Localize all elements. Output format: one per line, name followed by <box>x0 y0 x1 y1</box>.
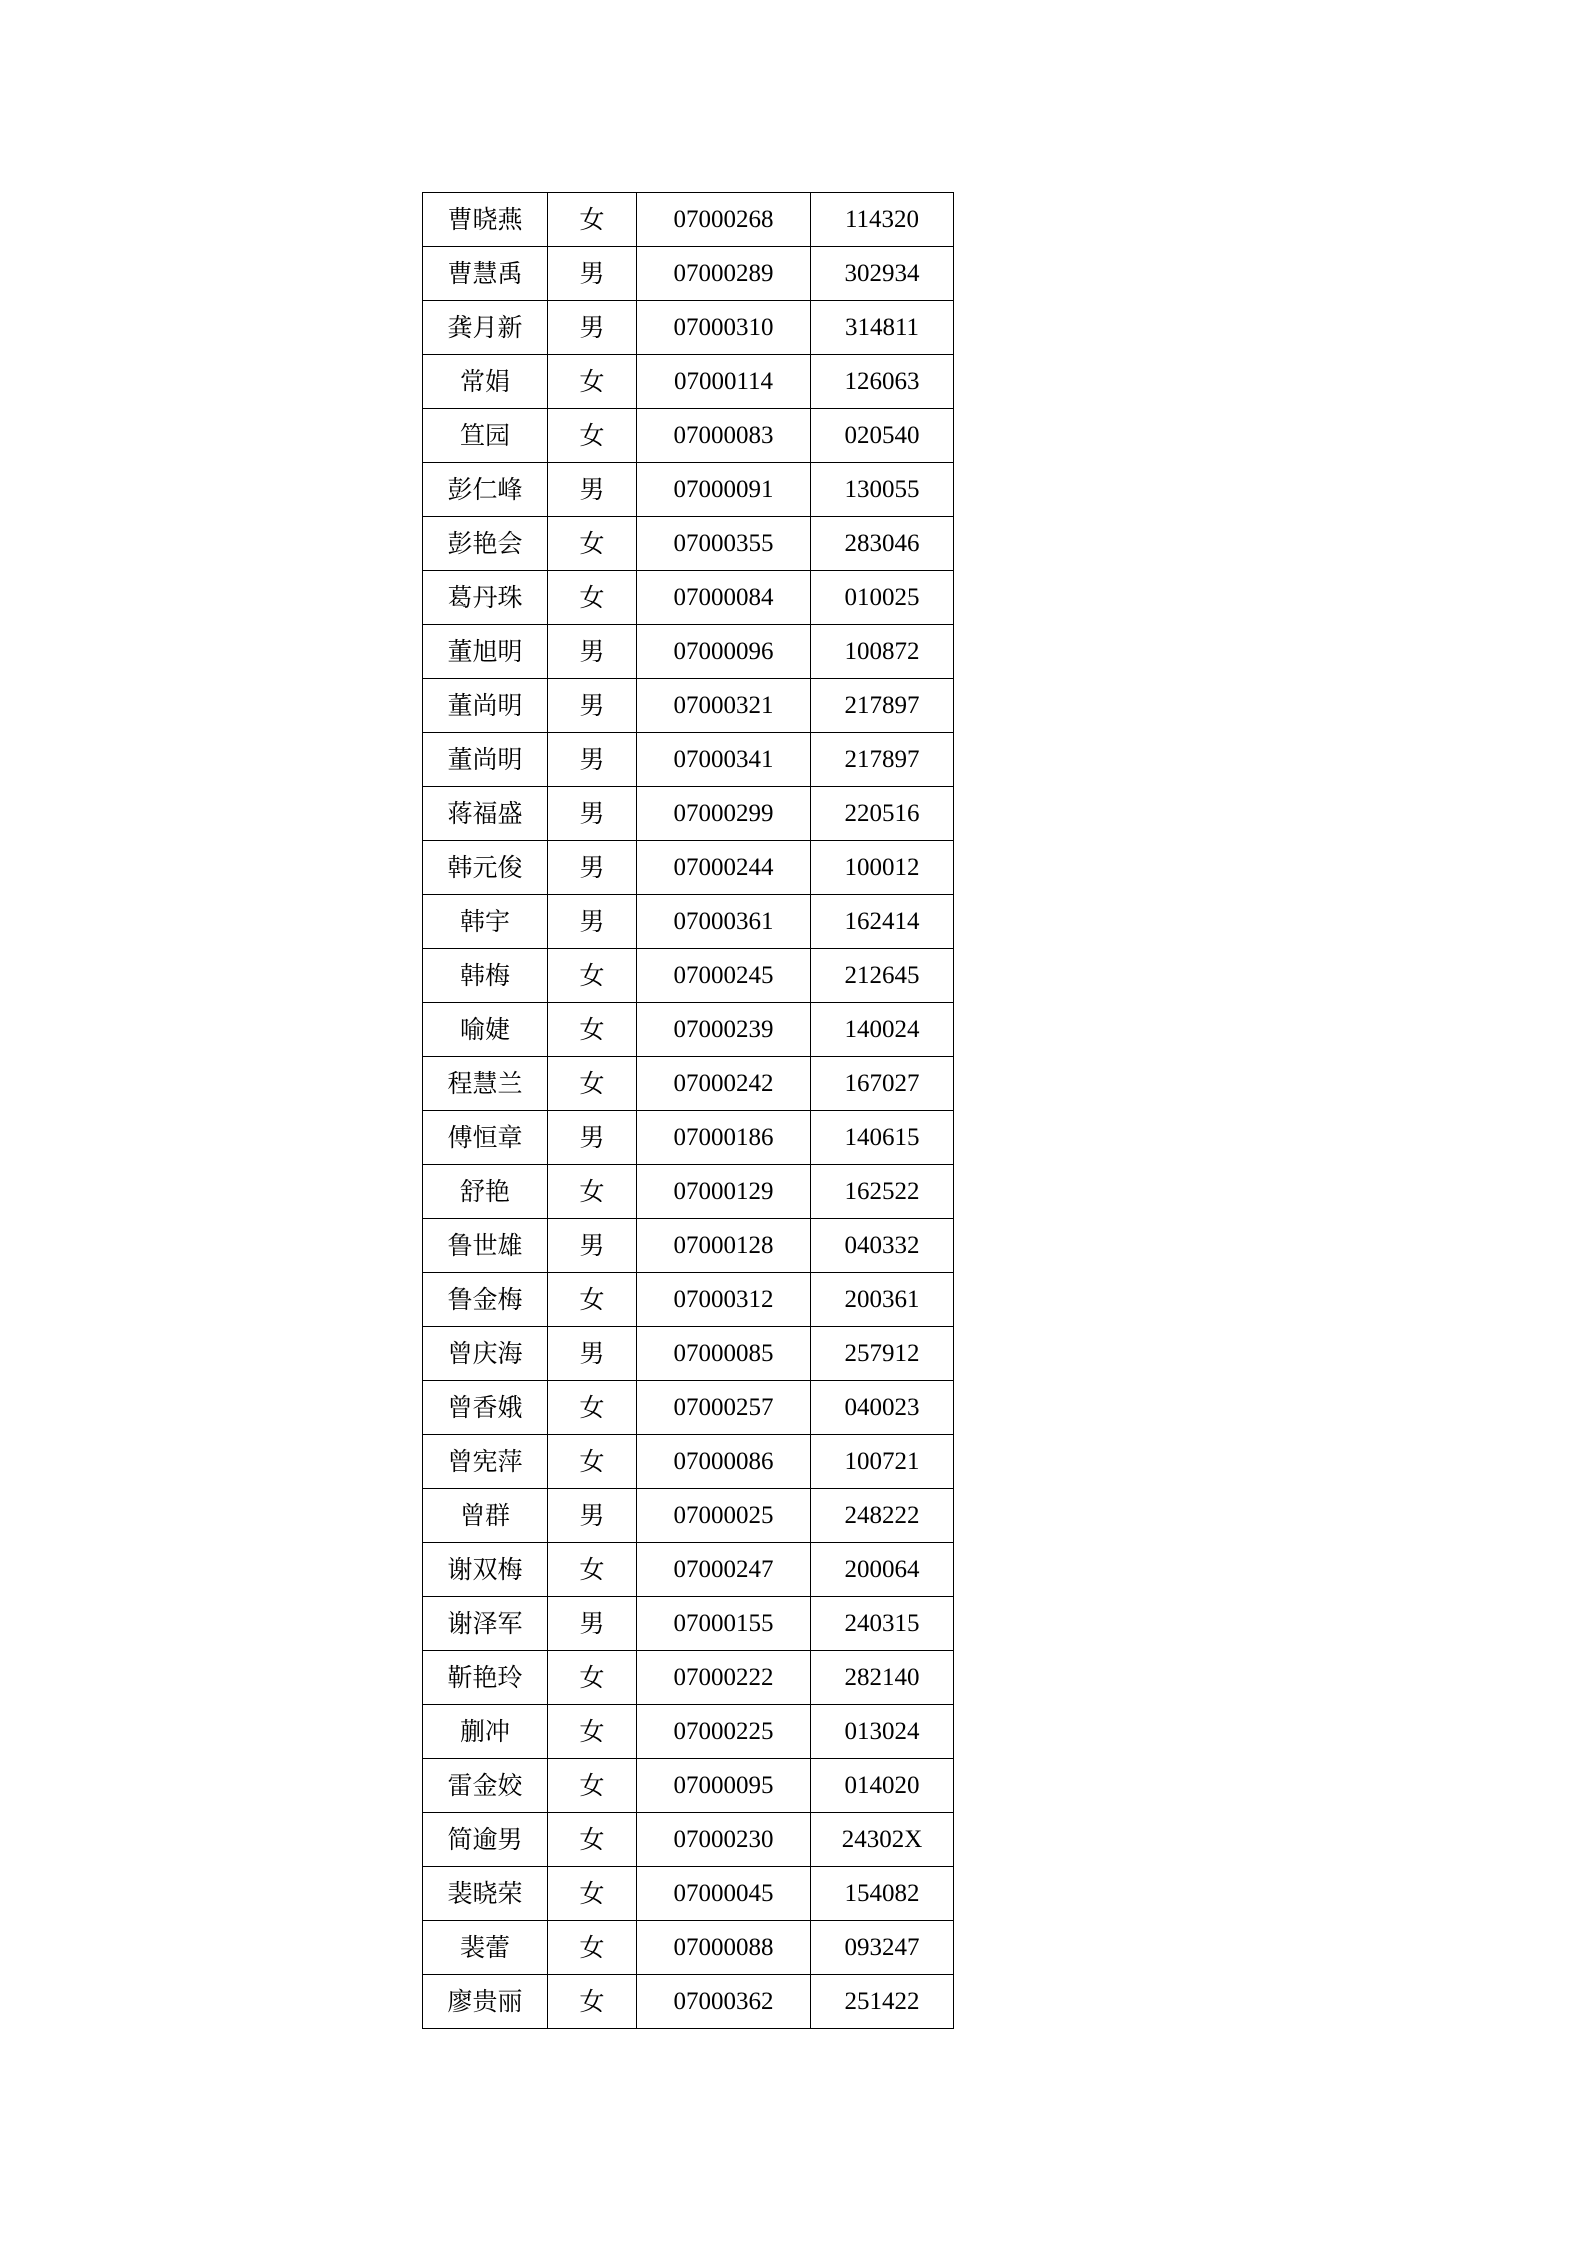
table-row <box>423 1597 954 1651</box>
exam-number-cell: 07000155 <box>637 1597 811 1651</box>
id-number-cell: 212645 <box>811 949 954 1003</box>
id-number-cell: 162522 <box>811 1165 954 1219</box>
gender-cell: 女 <box>548 1705 637 1759</box>
gender-cell: 男 <box>548 247 637 301</box>
table-row <box>423 355 954 409</box>
id-number-cell: 240315 <box>811 1597 954 1651</box>
id-number-cell: 220516 <box>811 787 954 841</box>
roster-table <box>422 192 954 2029</box>
name-cell: 鲁金梅 <box>423 1273 548 1327</box>
table-row <box>423 679 954 733</box>
id-number-cell: 100721 <box>811 1435 954 1489</box>
id-number-cell: 302934 <box>811 247 954 301</box>
exam-number-cell: 07000321 <box>637 679 811 733</box>
name-cell: 裴晓荣 <box>423 1867 548 1921</box>
gender-cell: 男 <box>548 1489 637 1543</box>
exam-number-cell: 07000299 <box>637 787 811 841</box>
gender-cell: 女 <box>548 409 637 463</box>
exam-number-cell: 07000084 <box>637 571 811 625</box>
table-row <box>423 1543 954 1597</box>
name-cell: 雷金姣 <box>423 1759 548 1813</box>
gender-cell: 女 <box>548 1273 637 1327</box>
id-number-cell: 020540 <box>811 409 954 463</box>
name-cell: 韩元俊 <box>423 841 548 895</box>
name-cell: 董尚明 <box>423 679 548 733</box>
table-row <box>423 1759 954 1813</box>
id-number-cell: 200064 <box>811 1543 954 1597</box>
table-row <box>423 841 954 895</box>
name-cell: 靳艳玲 <box>423 1651 548 1705</box>
gender-cell: 女 <box>548 1975 637 2029</box>
name-cell: 董尚明 <box>423 733 548 787</box>
id-number-cell: 162414 <box>811 895 954 949</box>
exam-number-cell: 07000239 <box>637 1003 811 1057</box>
gender-cell: 男 <box>548 841 637 895</box>
name-cell: 曾香娥 <box>423 1381 548 1435</box>
table-row <box>423 1975 954 2029</box>
name-cell: 舒艳 <box>423 1165 548 1219</box>
gender-cell: 女 <box>548 1921 637 1975</box>
id-number-cell: 040332 <box>811 1219 954 1273</box>
name-cell: 曾庆海 <box>423 1327 548 1381</box>
table-row <box>423 1003 954 1057</box>
id-number-cell: 24302X <box>811 1813 954 1867</box>
id-number-cell: 014020 <box>811 1759 954 1813</box>
name-cell: 曾群 <box>423 1489 548 1543</box>
table-row <box>423 517 954 571</box>
gender-cell: 男 <box>548 463 637 517</box>
name-cell: 葛丹珠 <box>423 571 548 625</box>
name-cell: 笪园 <box>423 409 548 463</box>
name-cell: 常娟 <box>423 355 548 409</box>
table-row <box>423 1435 954 1489</box>
exam-number-cell: 07000095 <box>637 1759 811 1813</box>
table-row <box>423 1813 954 1867</box>
id-number-cell: 140024 <box>811 1003 954 1057</box>
name-cell: 傅恒章 <box>423 1111 548 1165</box>
id-number-cell: 167027 <box>811 1057 954 1111</box>
gender-cell: 男 <box>548 733 637 787</box>
name-cell: 曹晓燕 <box>423 193 548 247</box>
gender-cell: 女 <box>548 1651 637 1705</box>
exam-number-cell: 07000230 <box>637 1813 811 1867</box>
table-row <box>423 1705 954 1759</box>
id-number-cell: 314811 <box>811 301 954 355</box>
name-cell: 龚月新 <box>423 301 548 355</box>
name-cell: 廖贵丽 <box>423 1975 548 2029</box>
gender-cell: 女 <box>548 517 637 571</box>
gender-cell: 男 <box>548 301 637 355</box>
exam-number-cell: 07000242 <box>637 1057 811 1111</box>
table-row <box>423 1327 954 1381</box>
name-cell: 蒋福盛 <box>423 787 548 841</box>
exam-number-cell: 07000225 <box>637 1705 811 1759</box>
id-number-cell: 217897 <box>811 733 954 787</box>
gender-cell: 女 <box>548 1543 637 1597</box>
gender-cell: 女 <box>548 949 637 1003</box>
table-row <box>423 1057 954 1111</box>
exam-number-cell: 07000114 <box>637 355 811 409</box>
id-number-cell: 130055 <box>811 463 954 517</box>
exam-number-cell: 07000083 <box>637 409 811 463</box>
name-cell: 谢泽军 <box>423 1597 548 1651</box>
table-row <box>423 1921 954 1975</box>
table-row <box>423 247 954 301</box>
table-row <box>423 409 954 463</box>
id-number-cell: 140615 <box>811 1111 954 1165</box>
gender-cell: 男 <box>548 787 637 841</box>
exam-number-cell: 07000312 <box>637 1273 811 1327</box>
name-cell: 程慧兰 <box>423 1057 548 1111</box>
exam-number-cell: 07000289 <box>637 247 811 301</box>
exam-number-cell: 07000257 <box>637 1381 811 1435</box>
gender-cell: 女 <box>548 1165 637 1219</box>
gender-cell: 男 <box>548 1327 637 1381</box>
gender-cell: 男 <box>548 1597 637 1651</box>
exam-number-cell: 07000268 <box>637 193 811 247</box>
id-number-cell: 126063 <box>811 355 954 409</box>
exam-number-cell: 07000025 <box>637 1489 811 1543</box>
name-cell: 简逾男 <box>423 1813 548 1867</box>
exam-number-cell: 07000088 <box>637 1921 811 1975</box>
table-row <box>423 1111 954 1165</box>
gender-cell: 男 <box>548 1219 637 1273</box>
gender-cell: 女 <box>548 193 637 247</box>
gender-cell: 女 <box>548 1759 637 1813</box>
gender-cell: 女 <box>548 1003 637 1057</box>
exam-number-cell: 07000096 <box>637 625 811 679</box>
id-number-cell: 100012 <box>811 841 954 895</box>
table-row <box>423 733 954 787</box>
exam-number-cell: 07000310 <box>637 301 811 355</box>
table-row <box>423 571 954 625</box>
name-cell: 曹慧禹 <box>423 247 548 301</box>
name-cell: 裴蕾 <box>423 1921 548 1975</box>
id-number-cell: 100872 <box>811 625 954 679</box>
id-number-cell: 093247 <box>811 1921 954 1975</box>
gender-cell: 女 <box>548 1813 637 1867</box>
gender-cell: 男 <box>548 679 637 733</box>
id-number-cell: 282140 <box>811 1651 954 1705</box>
exam-number-cell: 07000045 <box>637 1867 811 1921</box>
name-cell: 董旭明 <box>423 625 548 679</box>
table-row <box>423 1651 954 1705</box>
exam-number-cell: 07000362 <box>637 1975 811 2029</box>
exam-number-cell: 07000247 <box>637 1543 811 1597</box>
exam-number-cell: 07000355 <box>637 517 811 571</box>
table-row <box>423 1165 954 1219</box>
name-cell: 彭艳会 <box>423 517 548 571</box>
gender-cell: 男 <box>548 625 637 679</box>
table-row <box>423 463 954 517</box>
id-number-cell: 114320 <box>811 193 954 247</box>
name-cell: 曾宪萍 <box>423 1435 548 1489</box>
id-number-cell: 257912 <box>811 1327 954 1381</box>
table-row <box>423 1273 954 1327</box>
id-number-cell: 217897 <box>811 679 954 733</box>
exam-number-cell: 07000245 <box>637 949 811 1003</box>
gender-cell: 男 <box>548 1111 637 1165</box>
table-row <box>423 1219 954 1273</box>
id-number-cell: 013024 <box>811 1705 954 1759</box>
exam-number-cell: 07000341 <box>637 733 811 787</box>
table-row <box>423 1381 954 1435</box>
table-row <box>423 787 954 841</box>
gender-cell: 女 <box>548 1867 637 1921</box>
table-row <box>423 193 954 247</box>
table-row <box>423 1867 954 1921</box>
name-cell: 彭仁峰 <box>423 463 548 517</box>
gender-cell: 女 <box>548 1057 637 1111</box>
exam-number-cell: 07000091 <box>637 463 811 517</box>
exam-number-cell: 07000186 <box>637 1111 811 1165</box>
name-cell: 蒯冲 <box>423 1705 548 1759</box>
exam-number-cell: 07000361 <box>637 895 811 949</box>
gender-cell: 女 <box>548 1435 637 1489</box>
gender-cell: 女 <box>548 1381 637 1435</box>
gender-cell: 女 <box>548 355 637 409</box>
table-row <box>423 301 954 355</box>
table-row <box>423 1489 954 1543</box>
name-cell: 韩梅 <box>423 949 548 1003</box>
exam-number-cell: 07000244 <box>637 841 811 895</box>
id-number-cell: 200361 <box>811 1273 954 1327</box>
table-row <box>423 895 954 949</box>
id-number-cell: 251422 <box>811 1975 954 2029</box>
gender-cell: 女 <box>548 571 637 625</box>
id-number-cell: 010025 <box>811 571 954 625</box>
id-number-cell: 283046 <box>811 517 954 571</box>
id-number-cell: 154082 <box>811 1867 954 1921</box>
name-cell: 喻婕 <box>423 1003 548 1057</box>
exam-number-cell: 07000129 <box>637 1165 811 1219</box>
id-number-cell: 248222 <box>811 1489 954 1543</box>
id-number-cell: 040023 <box>811 1381 954 1435</box>
name-cell: 鲁世雄 <box>423 1219 548 1273</box>
table-row <box>423 625 954 679</box>
exam-number-cell: 07000085 <box>637 1327 811 1381</box>
name-cell: 谢双梅 <box>423 1543 548 1597</box>
exam-number-cell: 07000128 <box>637 1219 811 1273</box>
name-cell: 韩宇 <box>423 895 548 949</box>
exam-number-cell: 07000086 <box>637 1435 811 1489</box>
table-row <box>423 949 954 1003</box>
exam-number-cell: 07000222 <box>637 1651 811 1705</box>
gender-cell: 男 <box>548 895 637 949</box>
roster-table-body <box>423 193 954 2029</box>
